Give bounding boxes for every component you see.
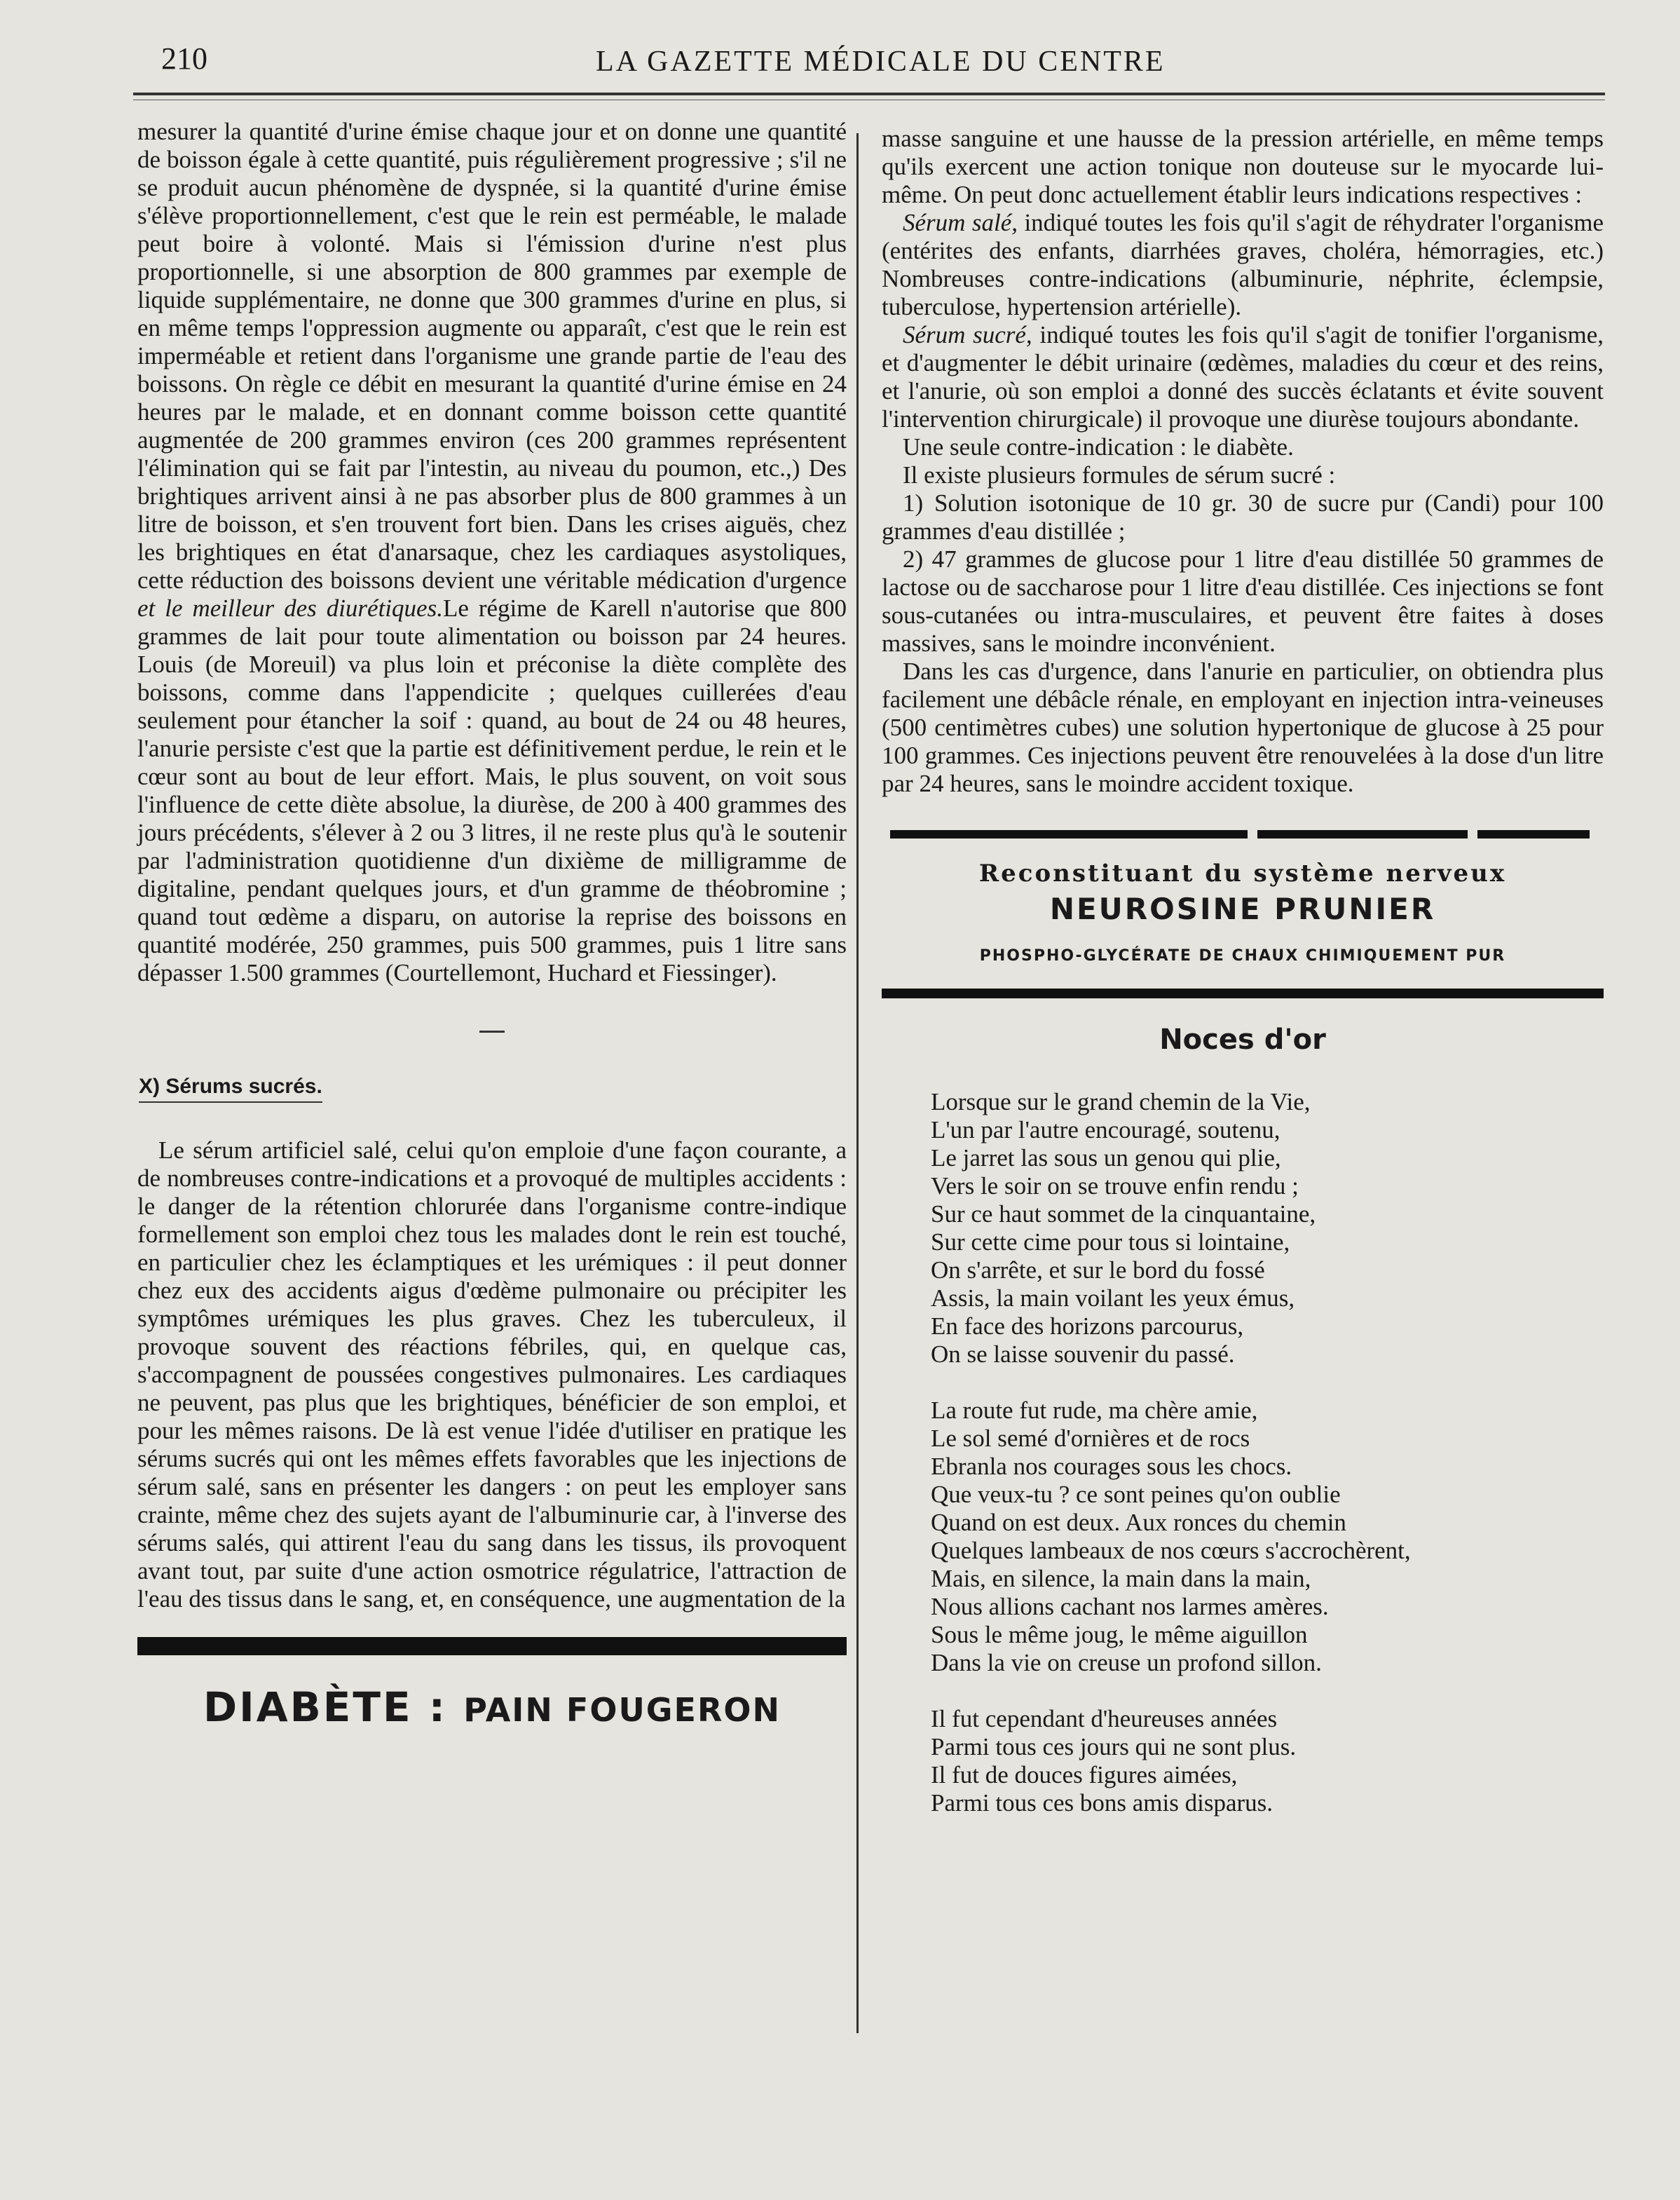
ad-neurosine	[882, 860, 1604, 965]
poem-line: En face des horizons parcourus,	[931, 1312, 1244, 1340]
ad-product-name: NEUROSINE PRUNIER	[1049, 892, 1436, 926]
poem-stanza	[931, 1705, 1604, 1817]
ad-line: PHOSPHO-GLYCÉRATE DE CHAUX CHIMIQUEMENT PUR	[979, 947, 1506, 965]
poem-line: On se laisse souvenir du passé.	[931, 1340, 1235, 1368]
poem-line: Mais, en silence, la main dans la main,	[931, 1565, 1311, 1592]
ad-top-rule	[890, 830, 1604, 838]
article-paragraph: 1) Solution isotonique de 10 gr. 30 de sucre pur (Candi) pour 100 grammes d'eau distillée ;	[882, 489, 1604, 545]
page-number: 210	[161, 41, 207, 76]
poem-line: Vers le soir on se trouve enfin rendu ;	[931, 1172, 1299, 1200]
section-separator	[479, 1031, 505, 1033]
article-paragraph: Une seule contre-indication : le diabète.	[903, 433, 1294, 461]
ad-bottom-rule	[882, 989, 1604, 998]
column-divider	[856, 133, 859, 2033]
ad-diabete: DIABÈTE : PAIN FOUGERON	[203, 1683, 781, 1731]
poem	[882, 1088, 1604, 1817]
poem-line: Il fut cependant d'heureuses années	[931, 1705, 1278, 1732]
poem-line: Lorsque sur le grand chemin de la Vie,	[931, 1088, 1311, 1115]
poem-line: L'un par l'autre encouragé, soutenu,	[931, 1116, 1281, 1143]
poem-line: Le sol semé d'ornières et de rocs	[931, 1425, 1250, 1452]
left-column	[137, 118, 847, 1731]
ad-rule	[137, 1637, 847, 1655]
article-paragraph: Sérum sucré, indiqué toutes les fois qu'il s'agit de tonifier l'organisme, et d'augmenter le débit urinaire (œdèmes, maladies du cœur et des reins, et l'anurie, où son emploi a donné des succès éclatants et évite souvent l'intervention chirurgicale) il provoque une diurèse toujours abondante.	[882, 321, 1604, 433]
poem-line: La route fut rude, ma chère amie,	[931, 1397, 1258, 1424]
article-paragraph: masse sanguine et une hausse de la pression artérielle, en même temps qu'ils exercent une action tonique non douteuse sur le myocarde lui-même. On peut donc actuellement établir leurs indications respectives :	[882, 125, 1604, 208]
poem-line: On s'arrête, et sur le bord du fossé	[931, 1256, 1265, 1284]
ad-line: Reconstituant du système nerveux	[978, 860, 1507, 888]
poem-line: Que veux-tu ? ce sont peines qu'on oublie	[931, 1481, 1341, 1508]
poem-line: Dans la vie on creuse un profond sillon.	[931, 1649, 1322, 1676]
poem-title: Noces d'or	[1159, 1024, 1326, 1056]
article-paragraph: Sérum salé, indiqué toutes les fois qu'il s'agit de réhydrater l'organisme (entérites des enfants, diarrhées graves, choléra, hémorragies, etc.) Nombreuses contre-indications (albuminurie, néphrite, éclempsie, tuberculose, hypertension artérielle).	[882, 209, 1604, 320]
right-column	[882, 125, 1604, 1845]
article-paragraph: mesurer la quantité d'urine émise chaque jour et on donne une quantité de boisson égale à cette quantité, puis régulièrement progressive ; s'il ne se produit aucun phénomène de dyspnée, si la quantité d'urine émise s'élève proportionnellement, c'est que le rein est perméable, le malade peut boire à volonté. Mais si l'émission d'urine n'est plus proportionnelle, si une absorption de 800 grammes par exemple de liquide supplémentaire, ne donne que 300 grammes d'urine en plus, si en même temps l'oppression augmente ou apparaît, c'est que le rein est imperméable et retient dans l'organisme une grande partie de l'eau des boissons. On règle ce débit en mesurant la quantité d'urine émise en 24 heures par le malade, et en donnant comme boisson cette quantité augmentée de 200 grammes environ (ces 200 grammes représentent l'élimination qui se fait par l'intestin, au niveau du poumon, etc.,) Des brightiques arrivent ainsi à ne pas absorber plus de 800 grammes à un litre de boisson, et s'en trouvent fort bien. Dans les crises aiguës, chez les brightiques en état d'anarsaque, chez les cardiaques asystoliques, cette réduction des boissons devient une véritable médication d'urgence et le meilleur des diurétiques.Le régime de Karell n'autorise que 800 grammes de lait pour toute alimentation ou boisson par 24 heures. Louis (de Moreuil) va plus loin et préconise la diète complète des boissons, comme dans l'appendicite ; quelques cuillerées d'eau seulement pour étancher la soif : quand, au bout de 24 ou 48 heures, l'anurie persiste c'est que la partie est définitivement perdue, le rein et le cœur sont au bout de leur effort. Mais, le plus souvent, on voit sous l'influence de cette diète absolue, la diurèse, de 200 à 400 grammes des jours précédents, s'élever à 2 ou 3 litres, il ne reste plus qu'à le soutenir par l'administration quotidienne d'un dixième de milligramme de digitaline, pendant quelques jours, et d'un gramme de théobromine ; quand tout œdème a disparu, on autorise la reprise des boissons en quantité modérée, 250 grammes, puis 500 grammes, puis 1 litre sans dépasser 1.500 grammes (Courtellemont, Huchard et Fiessinger).	[137, 118, 847, 986]
section-heading: X) Sérums sucrés.	[139, 1075, 322, 1103]
poem-line: Parmi tous ces jours qui ne sont plus.	[931, 1733, 1297, 1760]
article-paragraph: 2) 47 grammes de glucose pour 1 litre d'eau distillée 50 grammes de lactose ou de saccharose pour 1 litre d'eau distillée. Ces injections se font sous-cutanées ou intra-musculaires, et peuvent être faites à doses massives, sans le moindre inconvénient.	[882, 545, 1604, 657]
poem-line: Nous allions cachant nos larmes amères.	[931, 1593, 1329, 1620]
article-paragraph: Il existe plusieurs formules de sérum sucré :	[903, 461, 1336, 489]
header-rule	[133, 93, 1605, 95]
poem-line: Quelques lambeaux de nos cœurs s'accrochèrent,	[931, 1537, 1411, 1564]
poem-line: Il fut de douces figures aimées,	[931, 1761, 1238, 1788]
poem-line: Sous le même joug, le même aiguillon	[931, 1621, 1308, 1648]
section-paragraph: Le sérum artificiel salé, celui qu'on emploie d'une façon courante, a de nombreuses contre-indications et a provoqué de multiples accidents : le danger de la rétention chlorurée dans l'organisme contre-indique formellement son emploi chez tous les malades dont le rein est touché, en particulier chez les éclamptiques et les urémiques : il peut donner chez eux des accidents aigus d'œdème pulmonaire ou précipiter les symptômes urémiques les plus graves. Chez les tuberculeux, il provoque souvent des réactions fébriles, qui, en quelque cas, s'accompagnent de poussées congestives pulmonaires. Les cardiaques ne peuvent, pas plus que les brightiques, bénéficier de son emploi, et pour les mêmes raisons. De là est venue l'idée d'utiliser en pratique les sérums sucrés qui ont les mêmes effets favorables que les injections de sérum salé, sans en présenter les dangers : on peut les employer sans crainte, même chez des sujets ayant de l'albuminurie car, à l'inverse des sérums salés, qui attirent l'eau du sang dans les tissus, ils provoquent avant tout, par suite d'une action osmotrice régulatrice, l'attraction de l'eau des tissus dans le sang, et, en conséquence, une augmentation de la	[137, 1136, 847, 1612]
poem-line: Assis, la main voilant les yeux émus,	[931, 1284, 1295, 1312]
page-header	[161, 41, 1605, 90]
running-title: LA GAZETTE MÉDICALE DU CENTRE	[596, 46, 1166, 78]
poem-line: Sur cette cime pour tous si lointaine,	[931, 1228, 1290, 1256]
poem-line: Ebranla nos courages sous les chocs.	[931, 1453, 1292, 1480]
article-paragraph: Dans les cas d'urgence, dans l'anurie en particulier, on obtiendra plus facilement une débâcle rénale, en employant en injection intra-veineuses (500 centimètres cubes) une solution hypertonique de glucose à 25 pour 100 grammes. Ces injections peuvent être renouvelées à la dose d'un litre par 24 heures, sans le moindre accident toxique.	[882, 658, 1604, 797]
poem-line: Le jarret las sous un genou qui plie,	[931, 1144, 1281, 1172]
poem-stanza	[931, 1397, 1604, 1677]
poem-line: Parmi tous ces bons amis disparus.	[931, 1789, 1273, 1817]
poem-line: Sur ce haut sommet de la cinquantaine,	[931, 1200, 1316, 1228]
poem-stanza	[931, 1088, 1604, 1369]
poem-line: Quand on est deux. Aux ronces du chemin	[931, 1509, 1346, 1536]
